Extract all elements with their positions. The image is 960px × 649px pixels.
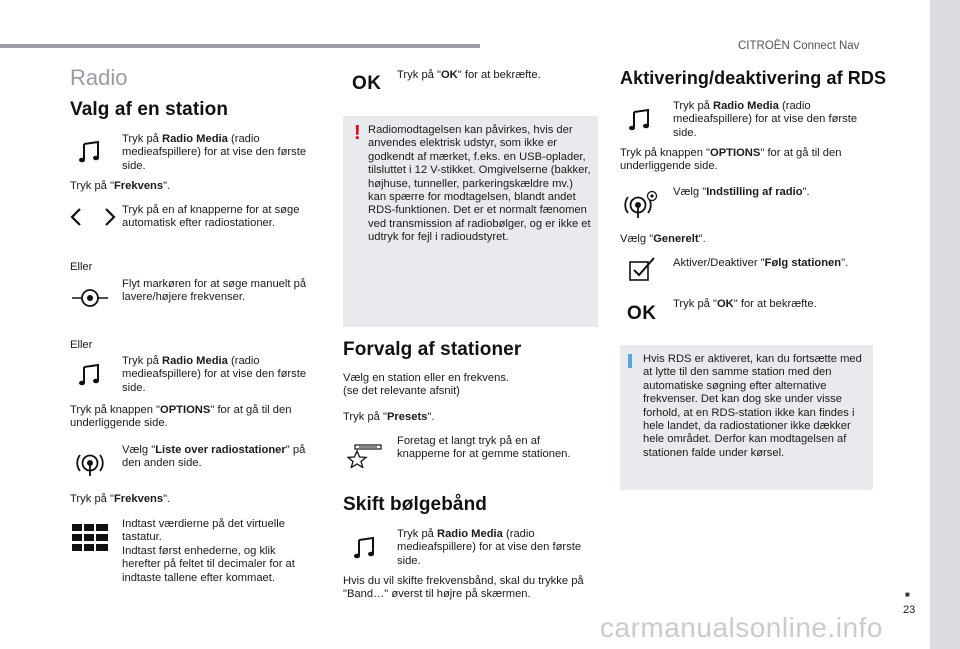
info-text: Hvis RDS er aktiveret, kan du fortsætte med at lytte til den samme station med den automatiske søgning efter alternative frekvenser. Det kan dog ske under visse forhold, at en RDS-station ikke kan findes i hele landet, da radiostationer ikke dækker hele området. Derfor kan modtagelsen af stationen falde under kørsel.	[643, 353, 862, 459]
step-virtual-keyboard: Indtast værdierne på det virtuelle tastatur. Indtast først enhederne, og klik herefter på feltet til decimaler for at indtaste tallene efter kommaet.	[122, 518, 295, 584]
brand-header: CITROËN Connect Nav	[738, 40, 860, 52]
step-rds-ok: Tryk på "OK" for at bekræfte.	[673, 298, 817, 310]
page-number: 23	[903, 604, 916, 616]
watermark: carmanualsonline.info	[600, 612, 883, 643]
preset-star-icon	[347, 442, 383, 468]
radio-antenna-icon	[76, 449, 104, 477]
top-rule	[0, 44, 480, 48]
step-long-press: Foretag et langt tryk på en af knapperne for at gemme stationen.	[397, 435, 571, 461]
heading-rds: Aktivering/deaktivering af RDS	[620, 68, 887, 88]
text-frekvens: Tryk på "Frekvens".	[70, 180, 171, 192]
music-note-icon	[627, 107, 653, 133]
step-radio-settings: Vælg "Indstilling af radio".	[673, 186, 810, 198]
ok-icon: OK	[627, 303, 657, 324]
keypad-icon	[72, 524, 110, 552]
music-note-icon	[77, 362, 103, 388]
step-follow-station: Aktiver/Deaktiver "Følg stationen".	[673, 257, 849, 269]
step-radio-media: Tryk på Radio Media (radio medieafspillere) for at vise den første side.	[122, 133, 307, 172]
step-rds-radio-media: Tryk på Radio Media (radio medieafspillere) for at vise den første side.	[673, 100, 858, 139]
text-eller-1: Eller	[70, 261, 93, 273]
text-frekvens-2: Tryk på "Frekvens".	[70, 493, 171, 505]
warning-icon: !	[354, 122, 361, 144]
end-bullet: ■	[905, 590, 910, 599]
step-station-list: Vælg "Liste over radiostationer" på den anden side.	[122, 444, 306, 470]
text-options: Tryk på knappen "OPTIONS" for at gå til den underliggende side.	[70, 404, 292, 430]
step-search-manual: Flyt markøren for at søge manuelt på lavere/højere frekvenser.	[122, 278, 307, 304]
heading-valg-af-en-station: Valg af en station	[70, 99, 229, 120]
text-presets: Tryk på "Presets".	[343, 411, 435, 423]
ok-icon: OK	[352, 73, 382, 94]
checkbox-icon	[628, 256, 656, 282]
section-title: Radio	[70, 65, 128, 90]
text-eller-2: Eller	[70, 339, 93, 351]
tuning-cursor-icon	[72, 286, 108, 310]
step-radio-media-band: Tryk på Radio Media (radio medieafspillere) for at vise den første side.	[397, 528, 582, 567]
warning-text: Radiomodtagelsen kan påvirkes, hvis der anvendes elektrisk udstyr, som ikke er godkendt af mærket, f.eks. en USB-oplader, tilsluttet i 12 V-stikket. Omgivelserne (bakker, højhuse, tunneller, parkeringskældre mv.) kan spærre for modtagelsen, blandt andet RDS-funktionen. Det er et normalt fænomen ved transmission af radiobølger, og er ikke et udtryk for fejl i radioudstyret.	[368, 124, 591, 244]
text-generelt: Vælg "Generelt".	[620, 233, 706, 245]
chevron-left-right-icon	[70, 205, 118, 229]
music-note-icon	[77, 139, 103, 165]
text-rds-options: Tryk på knappen "OPTIONS" for at gå til den underliggende side.	[620, 147, 842, 173]
step-search-auto: Tryk på en af knapperne for at søge automatisk efter radiostationer.	[122, 204, 300, 230]
text-band-change: Hvis du vil skifte frekvensbånd, skal du trykke på "Band…" øverst til højre på skærmen.	[343, 575, 584, 601]
step-radio-media-2: Tryk på Radio Media (radio medieafspillere) for at vise den første side.	[122, 355, 307, 394]
radio-settings-icon	[624, 189, 660, 219]
step-ok-confirm: Tryk på "OK" for at bekræfte.	[397, 69, 541, 81]
heading-skift-bolgebaand: Skift bølgebånd	[343, 494, 487, 515]
info-icon	[628, 354, 632, 368]
music-note-icon	[352, 535, 378, 561]
side-strip	[930, 0, 960, 649]
presets-intro: Vælg en station eller en frekvens. (se det relevante afsnit)	[343, 372, 510, 398]
heading-forvalg-af-stationer: Forvalg af stationer	[343, 339, 522, 360]
